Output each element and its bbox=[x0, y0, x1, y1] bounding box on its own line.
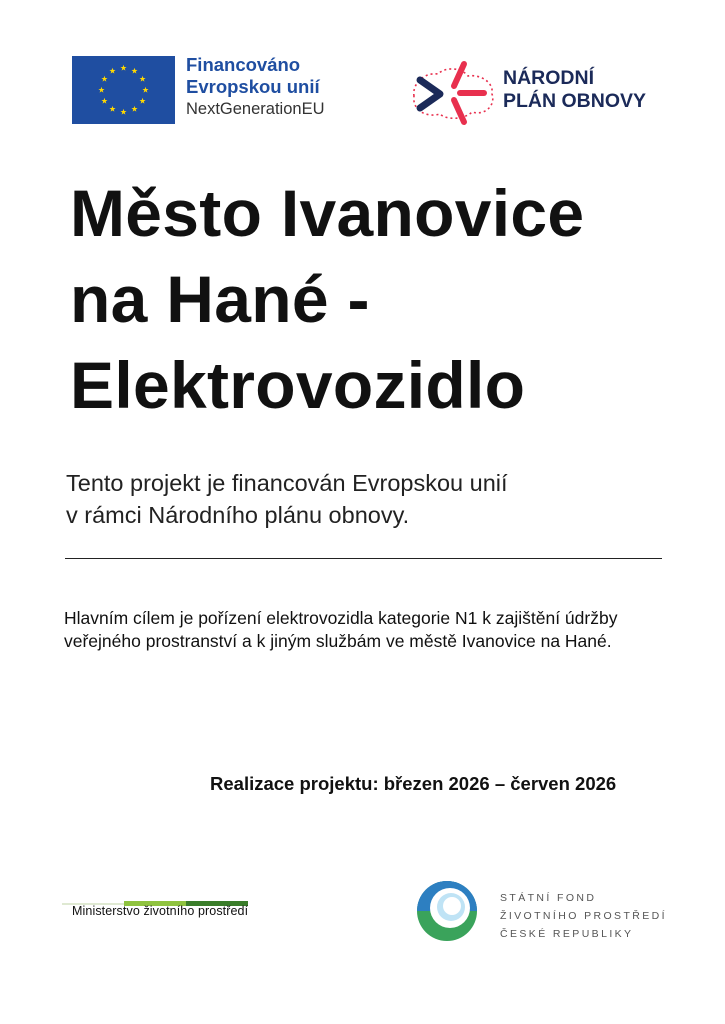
eu-line-1: Financováno bbox=[186, 54, 301, 75]
npo-label bbox=[503, 67, 646, 113]
eu-star bbox=[109, 106, 115, 112]
eu-star bbox=[131, 68, 137, 74]
title-line-2: na Hané - bbox=[70, 262, 370, 336]
title-line-1: Město Ivanovice bbox=[70, 176, 585, 250]
project-description: Hlavním cílem je pořízení elektrovozidla kategorie N1 k zajištění údržby veřejného prostranství a k jiným službám ve městě Ivanovice na Hané. bbox=[64, 608, 618, 651]
sfzp-line-1: STÁTNÍ FOND bbox=[500, 892, 597, 904]
eu-flag-icon bbox=[72, 56, 175, 124]
eu-star bbox=[131, 106, 137, 112]
eu-star bbox=[140, 76, 146, 82]
eu-star bbox=[101, 98, 107, 104]
eu-star bbox=[120, 109, 126, 115]
eu-line-2: Evropskou unií bbox=[186, 76, 320, 97]
eu-star bbox=[98, 87, 104, 93]
sfzp-label bbox=[500, 889, 667, 943]
sfzp-line-2: ŽIVOTNÍHO PROSTŘEDÍ bbox=[500, 910, 667, 922]
eu-star bbox=[101, 76, 107, 82]
eu-funding-label bbox=[186, 54, 325, 120]
realization-period: Realizace projektu: březen 2026 – červen 2026 bbox=[210, 773, 617, 794]
ministry-name: Ministerstvo životního prostředí bbox=[72, 904, 249, 918]
subtitle-line-1: Tento projekt je financován Evropskou unií bbox=[66, 470, 508, 496]
eu-star bbox=[140, 98, 146, 104]
page-title bbox=[70, 170, 690, 428]
eu-line-3: NextGenerationEU bbox=[186, 100, 325, 118]
ministry-logo-bars bbox=[62, 893, 248, 898]
eu-star bbox=[142, 87, 148, 93]
npo-line-1: NÁRODNÍ bbox=[503, 67, 594, 89]
title-line-3: Elektrovozidlo bbox=[70, 348, 526, 422]
eu-star bbox=[120, 65, 126, 71]
sfzp-circle-icon bbox=[414, 878, 480, 944]
subtitle bbox=[66, 467, 666, 531]
sfzp-line-3: ČESKÉ REPUBLIKY bbox=[500, 928, 634, 940]
eu-star bbox=[109, 68, 115, 74]
divider bbox=[65, 558, 662, 559]
narodni-plan-obnovy-icon bbox=[408, 56, 498, 128]
npo-line-2: PLÁN OBNOVY bbox=[503, 90, 647, 112]
subtitle-line-2: v rámci Národního plánu obnovy. bbox=[66, 502, 410, 528]
